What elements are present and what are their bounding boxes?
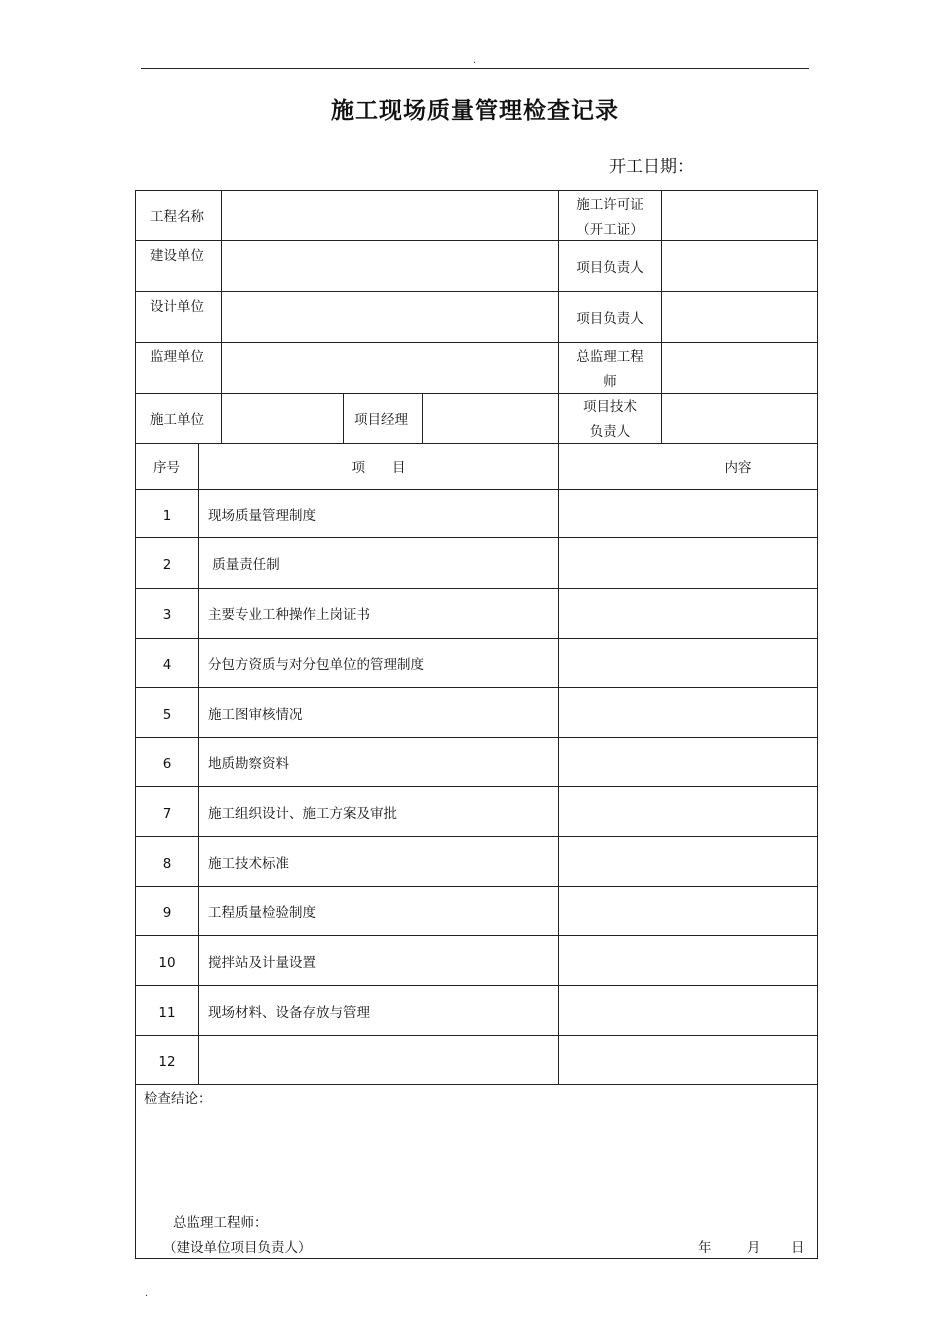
row-item: 工程质量检验制度 xyxy=(208,905,316,921)
permit-label-line1: 施工许可证 xyxy=(576,197,644,213)
row-number: 8 xyxy=(162,856,172,872)
row-number: 5 xyxy=(162,707,172,723)
chief-supervisor-signature-label: 总监理工程师： xyxy=(173,1215,268,1231)
builder-responsible-label: 项目负责人 xyxy=(576,260,644,276)
conclusion-label: 检查结论： xyxy=(144,1091,212,1107)
header-dot: . xyxy=(473,55,477,66)
row-item: 施工技术标准 xyxy=(208,856,289,872)
contractor-label: 施工单位 xyxy=(150,412,204,428)
row-number: 11 xyxy=(158,1005,176,1021)
date-year-label: 年 xyxy=(698,1240,712,1256)
project-name-label: 工程名称 xyxy=(150,209,204,225)
permit-label xyxy=(559,193,661,243)
row-item: 主要专业工种操作上岗证书 xyxy=(208,607,370,623)
chief-supervisor-line2: 师 xyxy=(603,374,617,390)
start-date-label: 开工日期： xyxy=(609,157,694,177)
project-manager-label: 项目经理 xyxy=(354,412,408,428)
row-number: 3 xyxy=(162,607,172,623)
row-item: 地质勘察资料 xyxy=(208,756,289,772)
builder-responsible-signature-label: （建设单位项目负责人） xyxy=(163,1240,312,1256)
row-item: 施工图审核情况 xyxy=(208,707,303,723)
page-title: 施工现场质量管理检查记录 xyxy=(331,98,619,124)
row-number: 9 xyxy=(162,905,172,921)
tech-lead-line1: 项目技术 xyxy=(583,399,637,415)
tech-lead-label xyxy=(559,395,661,445)
designer-responsible-label: 项目负责人 xyxy=(576,311,644,327)
row-number: 6 xyxy=(162,756,172,772)
col-item-header: 项 目 xyxy=(351,460,406,476)
row-number: 10 xyxy=(158,955,176,971)
row-number: 2 xyxy=(162,557,172,573)
row-number: 4 xyxy=(162,657,172,673)
row-item: 质量责任制 xyxy=(208,557,280,573)
row-item: 搅拌站及计量设置 xyxy=(208,955,316,971)
designer-label: 设计单位 xyxy=(150,299,204,315)
chief-supervisor-line1: 总监理工程 xyxy=(576,349,644,365)
chief-supervisor-label xyxy=(559,345,661,395)
row-item: 现场质量管理制度 xyxy=(208,508,316,524)
date-day-label: 日 xyxy=(791,1240,805,1256)
row-number: 1 xyxy=(162,508,172,524)
row-item: 现场材料、设备存放与管理 xyxy=(208,1005,370,1021)
tech-lead-line2: 负责人 xyxy=(589,424,631,440)
footer-dot: . xyxy=(145,1288,149,1299)
row-number: 12 xyxy=(158,1054,176,1070)
builder-label: 建设单位 xyxy=(150,248,204,264)
row-item: 分包方资质与对分包单位的管理制度 xyxy=(208,657,424,673)
header-rule xyxy=(141,68,809,69)
permit-label-line2: （开工证） xyxy=(576,222,644,238)
date-month-label: 月 xyxy=(747,1240,761,1256)
col-content-header: 内容 xyxy=(724,460,752,476)
row-number: 7 xyxy=(162,806,172,822)
col-index-header: 序号 xyxy=(153,460,180,476)
supervisor-label: 监理单位 xyxy=(150,349,204,365)
row-item: 施工组织设计、施工方案及审批 xyxy=(208,806,397,822)
